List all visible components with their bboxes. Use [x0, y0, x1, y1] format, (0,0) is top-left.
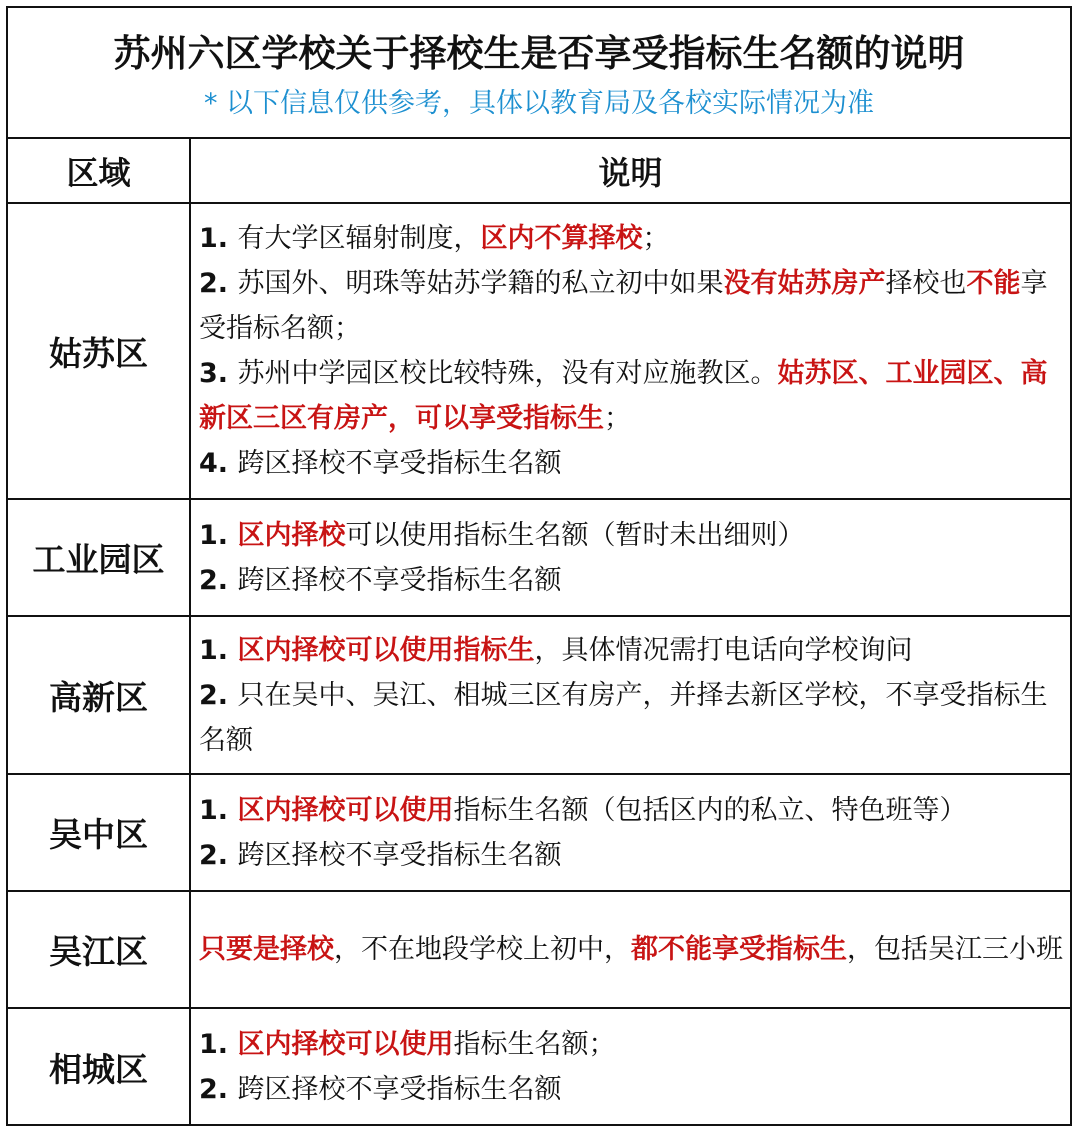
- description-cell: [190, 891, 1070, 1008]
- table-row: [8, 1008, 1070, 1125]
- highlighted-text: 区内择校: [237, 519, 346, 551]
- description-line: [199, 927, 1064, 972]
- description-line: [199, 1067, 1064, 1112]
- header-region: 区域: [8, 139, 190, 203]
- item-number: 1.: [199, 794, 238, 826]
- description-text: 只在吴中、吴江、相城三区有房产，并择去新区学校，不享受指标生名额: [199, 679, 1048, 756]
- page-title: 苏州六区学校关于择校生是否享受指标生名额的说明: [113, 32, 965, 75]
- highlighted-text: 都不能享受指标生: [631, 934, 847, 965]
- highlighted-text: 姑苏区、工业园区、高新区三区有房产，可以享受指标生: [199, 358, 1048, 434]
- district-policy-table: [8, 139, 1070, 1125]
- description-line: [199, 261, 1064, 351]
- description-text: ，具体情况需打电话向学校询问: [534, 634, 913, 666]
- description-line: [199, 833, 1064, 878]
- description-line: [199, 673, 1064, 763]
- item-number: 1.: [199, 223, 238, 254]
- description-line: [199, 216, 1064, 261]
- description-text: ；: [604, 403, 631, 434]
- description-text: 跨区择校不享受指标生名额: [237, 1074, 562, 1105]
- description-cell: [190, 203, 1070, 499]
- description-text: ，不在地段学校上初中，: [334, 934, 631, 965]
- region-cell: 高新区: [8, 616, 190, 774]
- title-box: [8, 8, 1070, 139]
- table-row: [8, 891, 1070, 1008]
- item-number: 2.: [199, 839, 238, 871]
- description-cell: [190, 616, 1070, 774]
- description-cell: [190, 774, 1070, 891]
- region-cell: 吴中区: [8, 774, 190, 891]
- description-line: [199, 351, 1064, 441]
- region-cell: 姑苏区: [8, 203, 190, 499]
- highlighted-text: 没有姑苏房产: [723, 268, 886, 299]
- description-text: 指标生名额（包括区内的私立、特色班等）: [453, 794, 967, 826]
- description-line: [199, 1022, 1064, 1067]
- table-row: [8, 499, 1070, 616]
- description-text: 享受指标名额；: [199, 268, 1048, 344]
- item-number: 4.: [199, 448, 238, 479]
- table-row: [8, 203, 1070, 499]
- description-text: ；: [642, 223, 670, 254]
- description-text: 跨区择校不享受指标生名额: [237, 564, 562, 596]
- description-text: 可以使用指标生名额（暂时未出细则）: [345, 519, 805, 551]
- region-cell: 工业园区: [8, 499, 190, 616]
- description-text: ，包括吴江三小班: [847, 934, 1063, 965]
- highlighted-text: 区内不算择校: [480, 223, 643, 254]
- item-number: 1.: [199, 519, 238, 551]
- description-cell: [190, 499, 1070, 616]
- description-line: [199, 558, 1064, 603]
- description-text: 跨区择校不享受指标生名额: [237, 839, 562, 871]
- description-text: 苏国外、明珠等姑苏学籍的私立初中如果: [237, 268, 724, 299]
- item-number: 2.: [199, 268, 238, 299]
- description-text: 苏州中学园区校比较特殊，没有对应施教区。: [237, 358, 778, 389]
- description-text: 跨区择校不享受指标生名额: [237, 448, 562, 479]
- description-text: 指标生名额；: [453, 1029, 616, 1060]
- item-number: 2.: [199, 679, 238, 711]
- highlighted-text: 区内择校可以使用: [237, 1029, 454, 1060]
- table-header-row: [8, 139, 1070, 203]
- highlighted-text: 只要是择校: [199, 934, 334, 965]
- table-row: [8, 616, 1070, 774]
- description-line: [199, 788, 1064, 833]
- disclaimer-subtitle: * 以下信息仅供参考，具体以教育局及各校实际情况为准: [203, 88, 875, 119]
- description-text: 择校也: [885, 268, 967, 299]
- highlighted-text: 不能: [966, 268, 1021, 299]
- highlighted-text: 区内择校可以使用: [237, 794, 454, 826]
- description-line: [199, 628, 1064, 673]
- description-line: [199, 513, 1064, 558]
- header-description: 说明: [190, 139, 1070, 203]
- table-row: [8, 774, 1070, 891]
- item-number: 1.: [199, 634, 238, 666]
- notice-table-frame: [6, 6, 1072, 1126]
- description-cell: [190, 1008, 1070, 1125]
- item-number: 3.: [199, 358, 238, 389]
- item-number: 2.: [199, 564, 238, 596]
- region-cell: 相城区: [8, 1008, 190, 1125]
- item-number: 2.: [199, 1074, 238, 1105]
- item-number: 1.: [199, 1029, 238, 1060]
- description-text: 有大学区辐射制度，: [237, 223, 481, 254]
- table-body: [8, 203, 1070, 1125]
- region-cell: 吴江区: [8, 891, 190, 1008]
- description-line: [199, 441, 1064, 486]
- highlighted-text: 区内择校可以使用指标生: [237, 634, 535, 666]
